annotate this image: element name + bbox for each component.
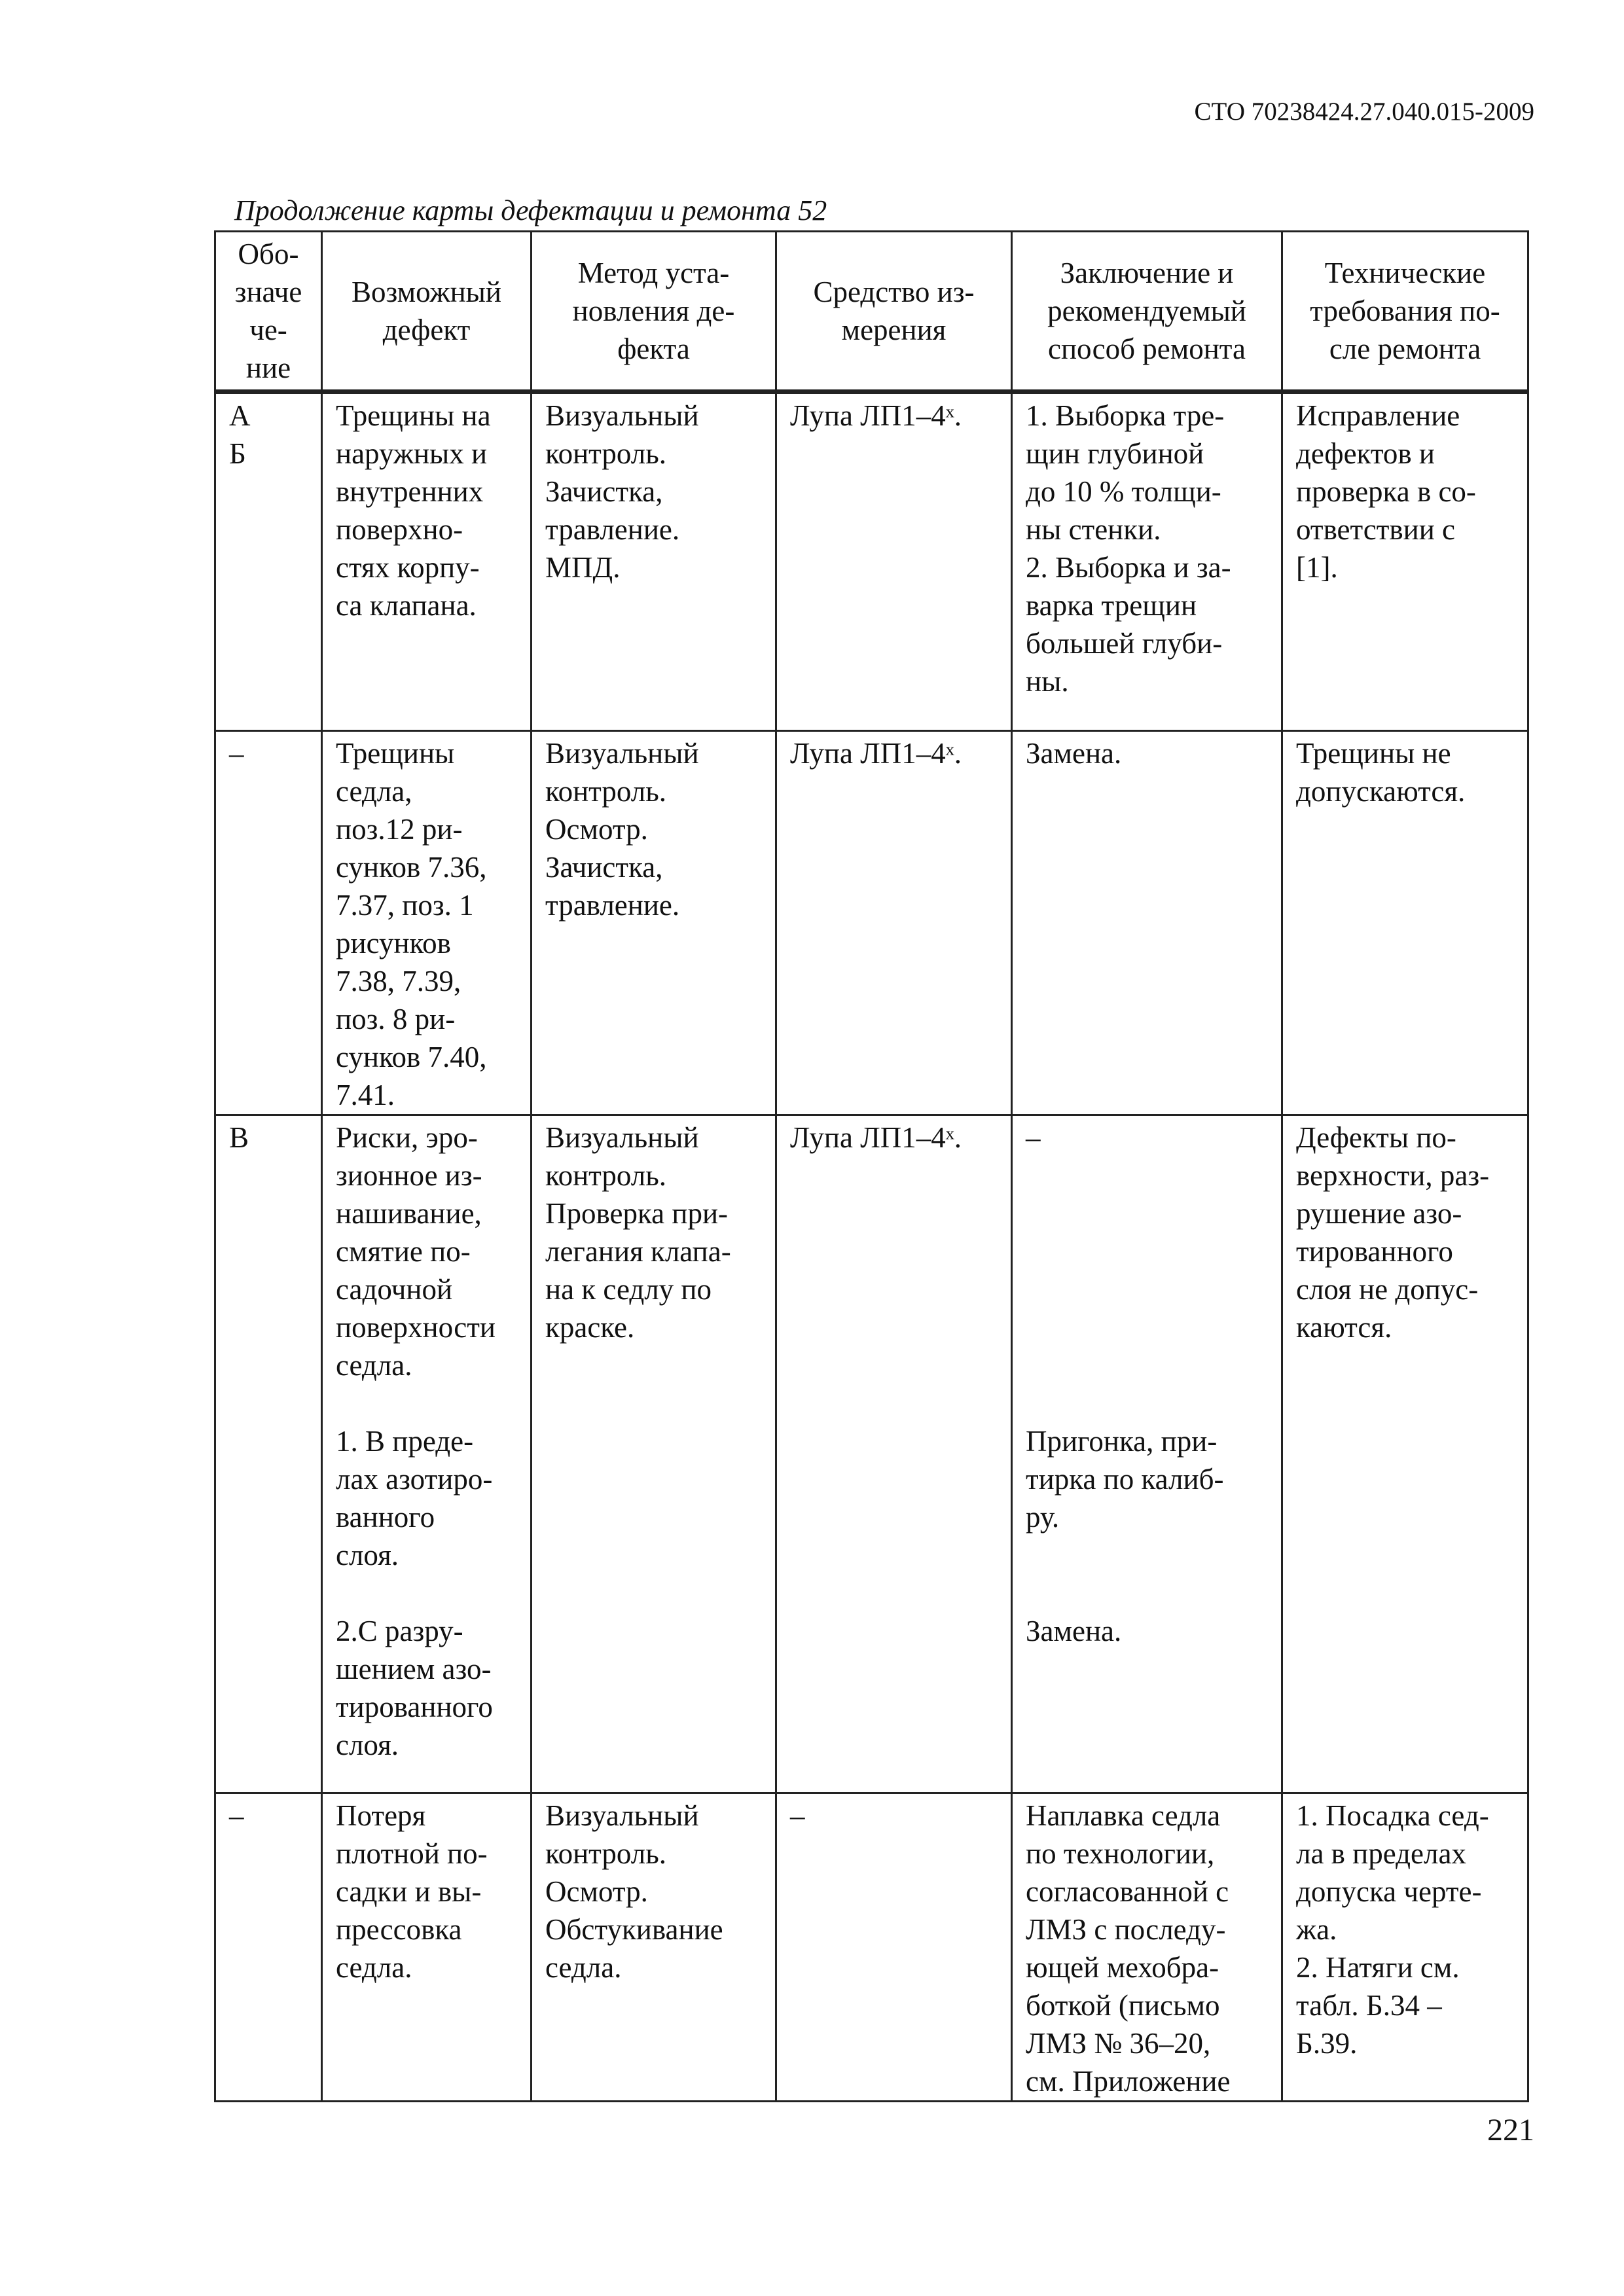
cell-line: жа. — [1296, 1913, 1337, 1946]
cell-line: Исправление — [1296, 399, 1460, 432]
cell-designation — [215, 731, 322, 1115]
cell-detection-method — [532, 392, 776, 731]
cell-line: 7.37, поз. 1 — [336, 889, 474, 922]
cell-line: требования по- — [1310, 295, 1500, 327]
cell-line: Б.39. — [1296, 2027, 1358, 2060]
cell-line: по технологии, — [1026, 1837, 1215, 1870]
cell-line: Зачистка, — [545, 475, 663, 508]
cell-line: новления де- — [572, 295, 735, 327]
cell-line — [336, 1384, 517, 1422]
cell-line: допуска черте- — [1296, 1875, 1482, 1908]
cell-line: Лупа ЛП1–4ˣ. — [790, 737, 962, 770]
cell-line: Осмотр. — [545, 813, 648, 846]
cell-line: В — [229, 1121, 249, 1154]
header-row — [215, 232, 1528, 392]
cell-line: Пригонка, при- — [1026, 1425, 1218, 1458]
cell-line: ЛМЗ № 36–20, — [1026, 2027, 1211, 2060]
table-row — [215, 392, 1528, 731]
page-number: 221 — [1487, 2113, 1534, 2147]
cell-line — [1026, 1270, 1268, 1308]
cell-line: нашивание, — [336, 1197, 482, 1230]
cell-possible-defect — [322, 731, 532, 1115]
header-possible-defect — [322, 232, 532, 392]
cell-line: ру. — [1026, 1501, 1060, 1534]
cell-line: поверхно- — [336, 513, 463, 546]
cell-line: Б — [229, 437, 246, 470]
cell-line: седла. — [545, 1951, 622, 1984]
cell-detection-method — [532, 731, 776, 1115]
cell-line: 1. Выборка тре- — [1026, 399, 1225, 432]
cell-line: см. Приложение — [1026, 2065, 1231, 2098]
cell-line — [1026, 1346, 1268, 1384]
cell-line: ванного — [336, 1501, 435, 1534]
cell-line: седла. — [336, 1349, 412, 1382]
cell-line: поз. 8 ри- — [336, 1003, 456, 1035]
cell-line: табл. Б.34 – — [1296, 1989, 1442, 2022]
cell-line: контроль. — [545, 1159, 667, 1192]
cell-line: садочной — [336, 1273, 453, 1306]
cell-line: Технические — [1324, 257, 1486, 289]
cell-requirements — [1282, 392, 1528, 731]
cell-line: ответствии с — [1296, 513, 1456, 546]
table-row — [215, 731, 1528, 1115]
cell-line: сунков 7.40, — [336, 1041, 487, 1073]
cell-line: Риски, эро- — [336, 1121, 478, 1154]
cell-line: 2. Натяги см. — [1296, 1951, 1460, 1984]
cell-line: большей глуби- — [1026, 627, 1223, 660]
cell-line: допускаются. — [1296, 775, 1466, 808]
cell-line: седла. — [336, 1951, 412, 1984]
cell-line: варка трещин — [1026, 589, 1197, 622]
cell-repair-method — [1012, 1793, 1282, 2102]
cell-line: рекомендуемый — [1047, 295, 1246, 327]
cell-line: А — [229, 399, 251, 432]
cell-line: сунков 7.36, — [336, 851, 487, 884]
cell-line: 1. В преде- — [336, 1425, 474, 1458]
cell-requirements — [1282, 1793, 1528, 2102]
cell-line: до 10 % толщи- — [1026, 475, 1221, 508]
cell-line: контроль. — [545, 775, 667, 808]
cell-line: Визуальный — [545, 1799, 699, 1832]
cell-line: ны стенки. — [1026, 513, 1161, 546]
cell-detection-method — [532, 1793, 776, 2102]
cell-line: мерения — [841, 314, 947, 346]
cell-repair-method — [1012, 392, 1282, 731]
cell-line — [1026, 1308, 1268, 1346]
cell-line: Обстукивание — [545, 1913, 723, 1946]
cell-line: проверка в со- — [1296, 475, 1476, 508]
cell-line: [1]. — [1296, 551, 1338, 584]
cell-line: на к седлу по — [545, 1273, 712, 1306]
cell-measuring-tool — [776, 1115, 1012, 1793]
cell-line: садки и вы- — [336, 1875, 482, 1908]
cell-line: Замена. — [1026, 737, 1122, 770]
cell-line: слоя. — [336, 1729, 399, 1761]
cell-line: согласованной с — [1026, 1875, 1229, 1908]
cell-line: Обо- — [238, 238, 299, 270]
cell-line: слоя не допус- — [1296, 1273, 1479, 1306]
cell-designation — [215, 392, 322, 731]
cell-line — [1026, 1157, 1268, 1194]
cell-line: тированного — [336, 1691, 493, 1723]
document-code: СТО 70238424.27.040.015-2009 — [1194, 98, 1534, 126]
cell-line: – — [229, 1799, 244, 1832]
cell-line: легания клапа- — [545, 1235, 731, 1268]
cell-line: контроль. — [545, 1837, 667, 1870]
cell-measuring-tool — [776, 731, 1012, 1115]
cell-repair-method — [1012, 731, 1282, 1115]
cell-line: поз.12 ри- — [336, 813, 463, 846]
cell-line: Лупа ЛП1–4ˣ. — [790, 1121, 962, 1154]
cell-line: травление. — [545, 889, 680, 922]
cell-line: ЛМЗ с последу- — [1026, 1913, 1226, 1946]
cell-line: ние — [245, 351, 291, 384]
cell-line: боткой (письмо — [1026, 1989, 1220, 2022]
cell-line — [1026, 1384, 1268, 1422]
cell-line: Зачистка, — [545, 851, 663, 884]
cell-line: щин глубиной — [1026, 437, 1204, 470]
cell-possible-defect — [322, 392, 532, 731]
cell-line: Осмотр. — [545, 1875, 648, 1908]
table-caption: Продолжение карты дефектации и ремонта 52 — [234, 194, 827, 226]
header-measuring-tool — [776, 232, 1012, 392]
cell-line: ющей мехобра- — [1026, 1951, 1219, 1984]
cell-line: прессовка — [336, 1913, 462, 1946]
cell-line: че- — [249, 314, 287, 346]
cell-line: 2. Выборка и за- — [1026, 551, 1231, 584]
cell-line: – — [790, 1799, 805, 1832]
cell-line: наружных и — [336, 437, 488, 470]
cell-line: фекта — [617, 332, 690, 365]
cell-line: контроль. — [545, 437, 667, 470]
cell-line: травление. — [545, 513, 680, 546]
cell-designation — [215, 1115, 322, 1793]
cell-line: каются. — [1296, 1311, 1392, 1344]
cell-possible-defect — [322, 1793, 532, 2102]
cell-line: шением азо- — [336, 1653, 492, 1685]
header-repair-method — [1012, 232, 1282, 392]
cell-requirements — [1282, 731, 1528, 1115]
cell-line: Метод уста- — [577, 257, 730, 289]
cell-line: значе — [234, 276, 302, 308]
cell-line: МПД. — [545, 551, 621, 584]
cell-line: Визуальный — [545, 1121, 699, 1154]
cell-line: Возможный — [352, 276, 501, 308]
cell-line — [1026, 1194, 1268, 1232]
cell-line: рисунков — [336, 927, 451, 960]
cell-line: внутренних — [336, 475, 484, 508]
cell-line: 7.41. — [336, 1079, 395, 1111]
cell-line: Наплавка седла — [1026, 1799, 1221, 1832]
cell-line: тированного — [1296, 1235, 1453, 1268]
cell-detection-method — [532, 1115, 776, 1793]
cell-line — [336, 1574, 517, 1612]
cell-repair-method — [1012, 1115, 1282, 1793]
cell-line: рушение азо- — [1296, 1197, 1462, 1230]
cell-line — [1026, 1574, 1268, 1612]
cell-line: ла в пределах — [1296, 1837, 1466, 1870]
cell-line: Визуальный — [545, 737, 699, 770]
cell-line: Потеря — [336, 1799, 426, 1832]
cell-line: Проверка при- — [545, 1197, 729, 1230]
cell-designation — [215, 1793, 322, 2102]
cell-line — [1026, 1536, 1268, 1574]
cell-line: поверхности — [336, 1311, 496, 1344]
cell-line: стях корпу- — [336, 551, 480, 584]
cell-line: краске. — [545, 1311, 635, 1344]
cell-requirements — [1282, 1115, 1528, 1793]
cell-line: Трещины не — [1296, 737, 1451, 770]
cell-line: дефект — [382, 314, 471, 346]
cell-line: зионное из- — [336, 1159, 482, 1192]
cell-line: 7.38, 7.39, — [336, 965, 461, 997]
cell-line: смятие по- — [336, 1235, 471, 1268]
cell-possible-defect — [322, 1115, 532, 1793]
cell-line: – — [1026, 1121, 1041, 1154]
cell-line: ны. — [1026, 665, 1069, 698]
table-header — [215, 232, 1528, 392]
defect-table — [214, 230, 1529, 2102]
cell-line — [1026, 1232, 1268, 1270]
cell-line: – — [229, 737, 244, 770]
cell-line: 2.С разру- — [336, 1615, 463, 1647]
cell-line: Средство из- — [813, 276, 975, 308]
cell-line: лах азотиро- — [336, 1463, 493, 1496]
cell-line: сле ремонта — [1329, 332, 1481, 365]
cell-line: Замена. — [1026, 1615, 1122, 1647]
table-row — [215, 1793, 1528, 2102]
cell-measuring-tool — [776, 392, 1012, 731]
cell-line: способ ремонта — [1047, 332, 1246, 365]
cell-line: Дефекты по- — [1296, 1121, 1456, 1154]
table-body — [215, 392, 1528, 2102]
header-requirements — [1282, 232, 1528, 392]
cell-line: Трещины — [336, 737, 455, 770]
header-detection-method — [532, 232, 776, 392]
cell-line: Заключение и — [1060, 257, 1234, 289]
cell-line: 1. Посадка сед- — [1296, 1799, 1489, 1832]
cell-measuring-tool — [776, 1793, 1012, 2102]
cell-line: верхности, раз- — [1296, 1159, 1490, 1192]
cell-line: Лупа ЛП1–4ˣ. — [790, 399, 962, 432]
cell-line: тирка по калиб- — [1026, 1463, 1224, 1496]
cell-line: Визуальный — [545, 399, 699, 432]
cell-line: дефектов и — [1296, 437, 1435, 470]
header-designation — [215, 232, 322, 392]
table-row — [215, 1115, 1528, 1793]
cell-line: са клапана. — [336, 589, 477, 622]
cell-line: плотной по- — [336, 1837, 488, 1870]
cell-line: седла, — [336, 775, 412, 808]
cell-line: слоя. — [336, 1539, 399, 1571]
cell-line: Трещины на — [336, 399, 491, 432]
